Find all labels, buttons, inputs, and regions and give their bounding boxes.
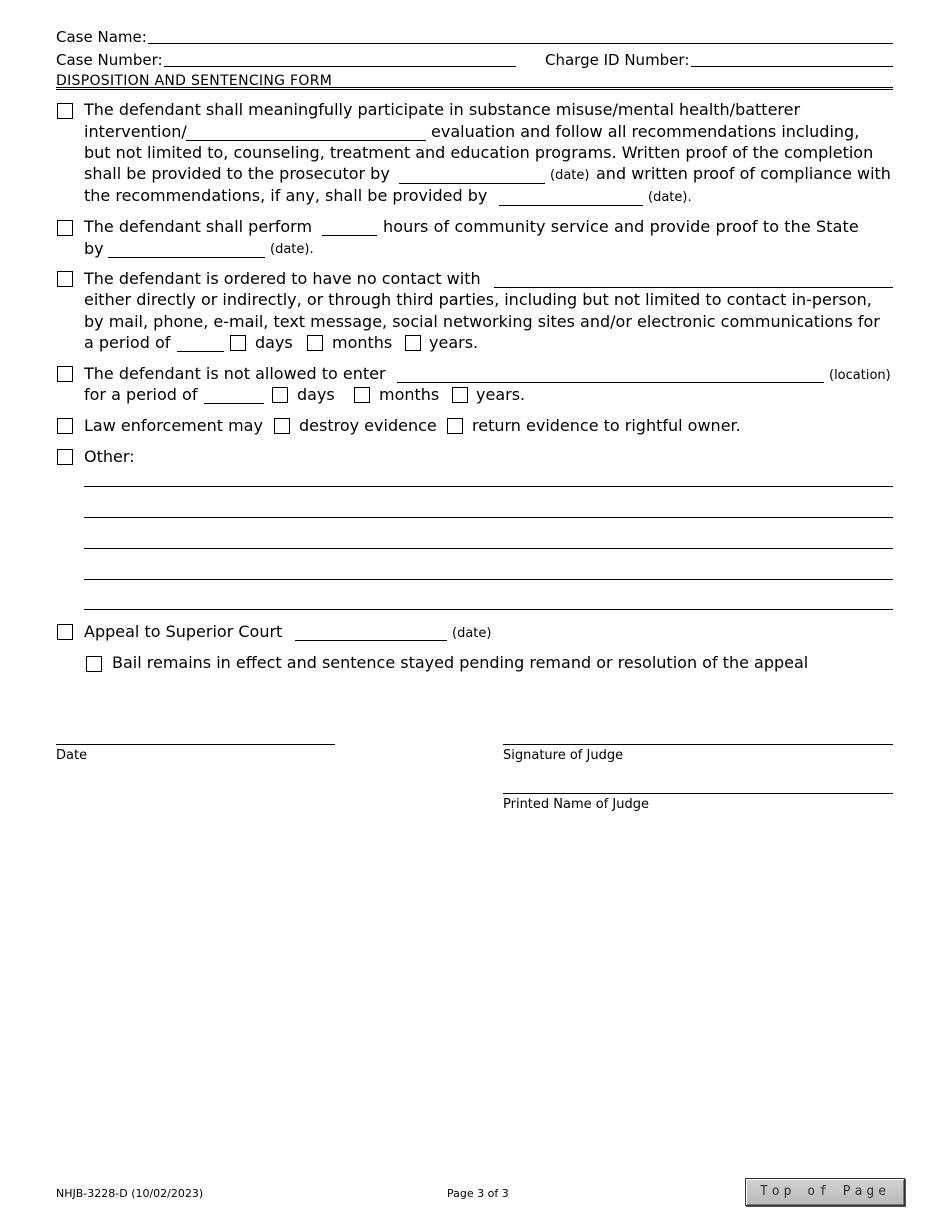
judge-printed-name-label: Printed Name of Judge xyxy=(503,797,650,812)
not-allowed-months-label: months xyxy=(379,385,440,404)
intervention-type-field[interactable] xyxy=(186,140,426,141)
appeal-checkbox[interactable] xyxy=(57,624,73,640)
form-title: DISPOSITION AND SENTENCING FORM xyxy=(56,73,333,89)
other-checkbox[interactable] xyxy=(57,449,73,465)
judge-signature-label: Signature of Judge xyxy=(503,748,624,763)
no-contact-years-label: years. xyxy=(429,333,479,352)
appeal-label: Appeal to Superior Court xyxy=(84,622,283,641)
header-divider xyxy=(56,87,893,90)
date-signature-line[interactable] xyxy=(56,744,335,745)
bail-label: Bail remains in effect and sentence stayed pending remand or resolution of the appeal xyxy=(112,653,809,672)
community-service-hours-field[interactable] xyxy=(322,235,377,236)
not-allowed-checkbox[interactable] xyxy=(57,366,73,382)
judge-signature-line[interactable] xyxy=(503,744,893,745)
return-evidence-checkbox[interactable] xyxy=(447,418,463,434)
intervention-text-line3: but not limited to, counseling, treatment and education programs. Written proof of the completion xyxy=(84,143,874,162)
other-line-4[interactable] xyxy=(84,579,893,580)
bail-checkbox[interactable] xyxy=(86,656,102,672)
law-enforcement-checkbox[interactable] xyxy=(57,418,73,434)
other-line-1[interactable] xyxy=(84,486,893,487)
no-contact-text-line3: by mail, phone, e-mail, text message, social networking sites and/or electronic communications for xyxy=(84,312,880,331)
not-allowed-location-hint: (location) xyxy=(829,368,891,383)
completion-date-hint: (date) xyxy=(550,168,590,183)
other-line-2[interactable] xyxy=(84,517,893,518)
intervention-text-line2a: intervention/ xyxy=(84,122,187,141)
charge-id-label: Charge ID Number: xyxy=(545,51,690,69)
law-enforcement-label: Law enforcement may xyxy=(84,416,263,435)
no-contact-days-checkbox[interactable] xyxy=(230,335,246,351)
intervention-text-line4a: shall be provided to the prosecutor by xyxy=(84,164,390,183)
form-id: NHJB-3228-D (10/02/2023) xyxy=(56,1187,204,1200)
case-name-field[interactable] xyxy=(148,43,893,44)
not-allowed-period-field[interactable] xyxy=(204,403,264,404)
destroy-evidence-label: destroy evidence xyxy=(299,416,437,435)
community-service-date-hint: (date). xyxy=(270,242,314,257)
destroy-evidence-checkbox[interactable] xyxy=(274,418,290,434)
charge-id-field[interactable] xyxy=(691,66,893,67)
intervention-text-line4b: and written proof of compliance with xyxy=(596,164,891,183)
page-number: Page 3 of 3 xyxy=(447,1187,509,1200)
not-allowed-text-line1: The defendant is not allowed to enter xyxy=(84,364,386,383)
no-contact-person-field[interactable] xyxy=(494,287,893,288)
no-contact-months-checkbox[interactable] xyxy=(307,335,323,351)
no-contact-period-field[interactable] xyxy=(177,351,224,352)
intervention-text-line1: The defendant shall meaningfully participate in substance misuse/mental health/batterer xyxy=(84,100,801,119)
appeal-date-field[interactable] xyxy=(295,640,447,641)
return-evidence-label: return evidence to rightful owner. xyxy=(472,416,741,435)
no-contact-years-checkbox[interactable] xyxy=(405,335,421,351)
community-service-checkbox[interactable] xyxy=(57,220,73,236)
no-contact-checkbox[interactable] xyxy=(57,271,73,287)
other-line-3[interactable] xyxy=(84,548,893,549)
community-service-date-field[interactable] xyxy=(108,257,265,258)
date-label: Date xyxy=(56,748,88,763)
compliance-date-field[interactable] xyxy=(499,205,643,206)
community-service-text-line1a: The defendant shall perform xyxy=(84,217,313,236)
community-service-text-line2a: by xyxy=(84,239,104,258)
case-number-label: Case Number: xyxy=(56,51,163,69)
case-name-label: Case Name: xyxy=(56,28,147,46)
no-contact-months-label: months xyxy=(332,333,393,352)
compliance-date-hint: (date). xyxy=(648,190,692,205)
not-allowed-months-checkbox[interactable] xyxy=(354,387,370,403)
no-contact-text-line4: a period of xyxy=(84,333,171,352)
not-allowed-days-checkbox[interactable] xyxy=(272,387,288,403)
no-contact-days-label: days xyxy=(255,333,293,352)
no-contact-text-line1: The defendant is ordered to have no contact with xyxy=(84,269,481,288)
no-contact-text-line2: either directly or indirectly, or through third parties, including but not limited to contact in-person, xyxy=(84,290,872,309)
other-label: Other: xyxy=(84,447,135,466)
not-allowed-years-label: years. xyxy=(476,385,526,404)
case-number-field[interactable] xyxy=(164,66,516,67)
completion-date-field[interactable] xyxy=(399,183,545,184)
intervention-text-line5a: the recommendations, if any, shall be provided by xyxy=(84,186,488,205)
other-line-5[interactable] xyxy=(84,609,893,610)
not-allowed-text-line2: for a period of xyxy=(84,385,198,404)
not-allowed-location-field[interactable] xyxy=(397,382,824,383)
top-of-page-button[interactable]: Top of Page xyxy=(745,1178,905,1206)
intervention-checkbox[interactable] xyxy=(57,103,73,119)
not-allowed-years-checkbox[interactable] xyxy=(452,387,468,403)
appeal-date-hint: (date) xyxy=(452,626,492,641)
intervention-text-line2b: evaluation and follow all recommendations including, xyxy=(431,122,860,141)
not-allowed-days-label: days xyxy=(297,385,335,404)
community-service-text-line1b: hours of community service and provide proof to the State xyxy=(383,217,859,236)
judge-printed-name-line[interactable] xyxy=(503,793,893,794)
